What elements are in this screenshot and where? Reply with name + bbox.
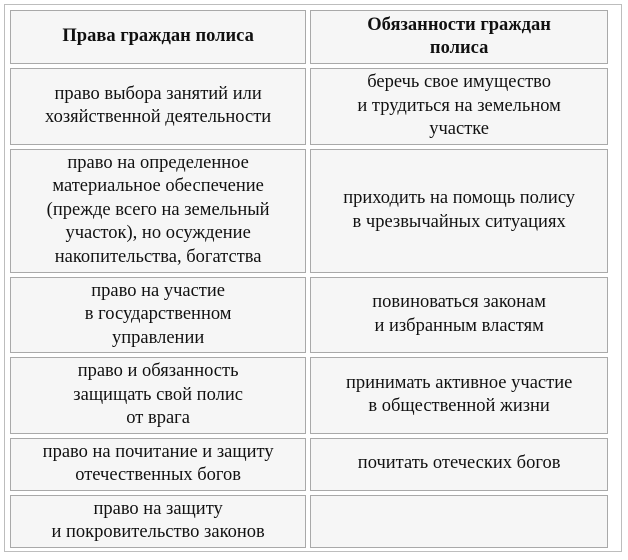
header-rights: Права граждан полиса (10, 10, 306, 64)
cell-duty: повиноваться законам и избранным властям (310, 277, 608, 354)
table-header-row (10, 10, 608, 64)
cell-right: право и обязанность защищать свой полис от врага (10, 357, 306, 434)
table-row (10, 495, 608, 548)
cell-right: право на почитание и защиту отечественных богов (10, 438, 306, 491)
cell-right: право на определенное материальное обеспечение (прежде всего на земельный участок), но осуждение накопительства, богатства (10, 149, 306, 273)
table-row (10, 277, 608, 354)
cell-duty: почитать отеческих богов (310, 438, 608, 491)
table-row (10, 357, 608, 434)
cell-right: право выбора занятий или хозяйственной деятельности (10, 68, 306, 145)
cell-right: право на участие в государственном управлении (10, 277, 306, 354)
cell-duty: принимать активное участие в общественной жизни (310, 357, 608, 434)
header-duties: Обязанности граждан полиса (310, 10, 608, 64)
table-row (10, 438, 608, 491)
cell-duty (310, 495, 608, 548)
cell-right: право на защиту и покровительство законов (10, 495, 306, 548)
cell-duty: беречь свое имущество и трудиться на земельном участке (310, 68, 608, 145)
table-row (10, 68, 608, 145)
cell-duty: приходить на помощь полису в чрезвычайных ситуациях (310, 149, 608, 273)
rights-duties-table (6, 6, 612, 552)
table-row (10, 149, 608, 273)
